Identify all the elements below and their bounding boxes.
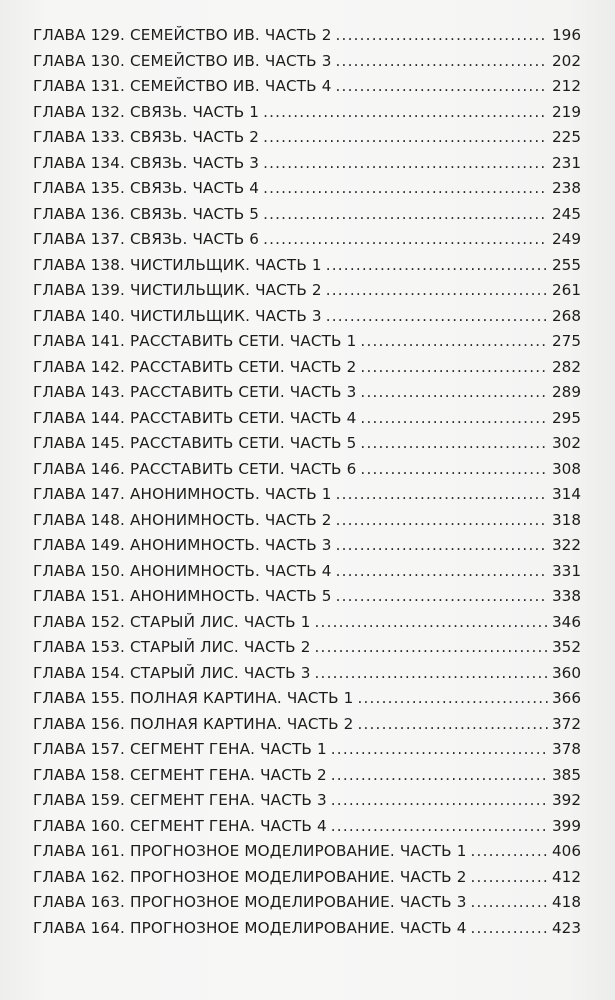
dot-leader bbox=[336, 508, 548, 534]
chapter-title: ГЛАВА 152. СТАРЫЙ ЛИС. ЧАСТЬ 1 bbox=[33, 612, 311, 631]
toc-entry bbox=[33, 49, 581, 75]
chapter-title: ГЛАВА 150. АНОНИМНОСТЬ. ЧАСТЬ 4 bbox=[33, 561, 332, 580]
toc-entry bbox=[33, 610, 581, 636]
chapter-title: ГЛАВА 148. АНОНИМНОСТЬ. ЧАСТЬ 2 bbox=[33, 510, 332, 529]
page-number: 289 bbox=[552, 383, 581, 401]
chapter-title: ГЛАВА 163. ПРОГНОЗНОЕ МОДЕЛИРОВАНИЕ. ЧАСТЬ 3 bbox=[33, 893, 467, 911]
chapter-title: ГЛАВА 130. СЕМЕЙСТВО ИВ. ЧАСТЬ 3 bbox=[33, 51, 332, 70]
dot-leader bbox=[471, 890, 548, 916]
chapter-title: ГЛАВА 132. СВЯЗЬ. ЧАСТЬ 1 bbox=[33, 102, 260, 121]
chapter-title: ГЛАВА 137. СВЯЗЬ. ЧАСТЬ 6 bbox=[33, 230, 260, 248]
dot-leader bbox=[326, 278, 548, 304]
dot-leader bbox=[263, 125, 548, 151]
page-number: 196 bbox=[552, 26, 581, 44]
chapter-title: ГЛАВА 138. ЧИСТИЛЬЩИК. ЧАСТЬ 1 bbox=[33, 255, 322, 274]
chapter-title: ГЛАВА 136. СВЯЗЬ. ЧАСТЬ 5 bbox=[33, 204, 260, 223]
toc-entry bbox=[33, 380, 581, 406]
dot-leader bbox=[331, 814, 548, 840]
page-number: 352 bbox=[552, 638, 581, 656]
page-number: 406 bbox=[552, 842, 581, 860]
chapter-title: ГЛАВА 140. ЧИСТИЛЬЩИК. ЧАСТЬ 3 bbox=[33, 306, 322, 325]
chapter-title: ГЛАВА 160. СЕГМЕНТ ГЕНА. ЧАСТЬ 4 bbox=[33, 816, 327, 835]
toc-entry bbox=[33, 278, 581, 304]
dot-leader bbox=[315, 661, 548, 687]
toc-entry bbox=[33, 151, 581, 177]
chapter-title: ГЛАВА 158. СЕГМЕНТ ГЕНА. ЧАСТЬ 2 bbox=[33, 765, 327, 784]
toc-entry bbox=[33, 763, 581, 789]
toc-entry bbox=[33, 457, 581, 483]
chapter-title: ГЛАВА 147. АНОНИМНОСТЬ. ЧАСТЬ 1 bbox=[33, 485, 332, 503]
page-number: 392 bbox=[552, 791, 581, 809]
toc-entry bbox=[33, 253, 581, 279]
dot-leader bbox=[336, 49, 548, 75]
page-number: 418 bbox=[552, 893, 581, 911]
toc-entry bbox=[33, 431, 581, 457]
toc-entry bbox=[33, 839, 581, 865]
chapter-title: ГЛАВА 145. РАССТАВИТЬ СЕТИ. ЧАСТЬ 5 bbox=[33, 434, 357, 452]
chapter-title: ГЛАВА 131. СЕМЕЙСТВО ИВ. ЧАСТЬ 4 bbox=[33, 77, 332, 95]
toc-entry bbox=[33, 686, 581, 712]
dot-leader bbox=[263, 100, 548, 126]
dot-leader bbox=[331, 737, 548, 763]
chapter-title: ГЛАВА 159. СЕГМЕНТ ГЕНА. ЧАСТЬ 3 bbox=[33, 791, 327, 809]
chapter-title: ГЛАВА 134. СВЯЗЬ. ЧАСТЬ 3 bbox=[33, 153, 260, 172]
page-number: 385 bbox=[552, 765, 581, 784]
toc-entry bbox=[33, 559, 581, 585]
page-number: 423 bbox=[552, 918, 581, 937]
page-number: 378 bbox=[552, 740, 581, 758]
chapter-title: ГЛАВА 153. СТАРЫЙ ЛИС. ЧАСТЬ 2 bbox=[33, 638, 311, 656]
dot-leader bbox=[360, 457, 548, 483]
toc-entry bbox=[33, 865, 581, 891]
dot-leader bbox=[360, 380, 548, 406]
table-of-contents bbox=[33, 23, 581, 941]
page-number: 322 bbox=[552, 536, 581, 554]
toc-entry bbox=[33, 584, 581, 610]
toc-entry bbox=[33, 814, 581, 840]
page-number: 255 bbox=[552, 255, 581, 274]
chapter-title: ГЛАВА 142. РАССТАВИТЬ СЕТИ. ЧАСТЬ 2 bbox=[33, 357, 357, 376]
dot-leader bbox=[315, 610, 548, 636]
chapter-title: ГЛАВА 143. РАССТАВИТЬ СЕТИ. ЧАСТЬ 3 bbox=[33, 383, 357, 401]
dot-leader bbox=[263, 176, 548, 202]
chapter-title: ГЛАВА 151. АНОНИМНОСТЬ. ЧАСТЬ 5 bbox=[33, 587, 332, 605]
page-number: 412 bbox=[552, 867, 581, 886]
page-number: 314 bbox=[552, 485, 581, 503]
toc-entry bbox=[33, 737, 581, 763]
chapter-title: ГЛАВА 156. ПОЛНАЯ КАРТИНА. ЧАСТЬ 2 bbox=[33, 714, 354, 733]
page-number: 282 bbox=[552, 357, 581, 376]
toc-entry bbox=[33, 508, 581, 534]
dot-leader bbox=[336, 482, 548, 508]
toc-entry bbox=[33, 355, 581, 381]
toc-entry bbox=[33, 890, 581, 916]
dot-leader bbox=[360, 431, 548, 457]
chapter-title: ГЛАВА 164. ПРОГНОЗНОЕ МОДЕЛИРОВАНИЕ. ЧАСТЬ 4 bbox=[33, 918, 467, 937]
page-number: 268 bbox=[552, 306, 581, 325]
page-number: 212 bbox=[552, 77, 581, 95]
page-number: 338 bbox=[552, 587, 581, 605]
toc-entry bbox=[33, 635, 581, 661]
page-number: 302 bbox=[552, 434, 581, 452]
dot-leader bbox=[360, 329, 548, 355]
toc-entry bbox=[33, 304, 581, 330]
chapter-title: ГЛАВА 141. РАССТАВИТЬ СЕТИ. ЧАСТЬ 1 bbox=[33, 332, 357, 350]
toc-entry bbox=[33, 788, 581, 814]
dot-leader bbox=[315, 635, 548, 661]
page-number: 399 bbox=[552, 816, 581, 835]
toc-entry bbox=[33, 916, 581, 942]
page-number: 261 bbox=[552, 281, 581, 299]
dot-leader bbox=[360, 406, 548, 432]
dot-leader bbox=[263, 202, 548, 228]
page-number: 308 bbox=[552, 459, 581, 478]
page-number: 318 bbox=[552, 510, 581, 529]
toc-entry bbox=[33, 227, 581, 253]
dot-leader bbox=[326, 304, 548, 330]
page-number: 245 bbox=[552, 204, 581, 223]
page-number: 366 bbox=[552, 689, 581, 707]
toc-entry bbox=[33, 125, 581, 151]
dot-leader bbox=[326, 253, 548, 279]
toc-entry bbox=[33, 202, 581, 228]
dot-leader bbox=[360, 355, 548, 381]
chapter-title: ГЛАВА 155. ПОЛНАЯ КАРТИНА. ЧАСТЬ 1 bbox=[33, 689, 354, 707]
dot-leader bbox=[471, 865, 548, 891]
dot-leader bbox=[471, 916, 548, 942]
toc-entry bbox=[33, 23, 581, 49]
dot-leader bbox=[263, 227, 548, 253]
page-number: 202 bbox=[552, 51, 581, 70]
page-number: 360 bbox=[552, 663, 581, 682]
page-number: 295 bbox=[552, 408, 581, 427]
page-number: 219 bbox=[552, 102, 581, 121]
dot-leader bbox=[336, 23, 548, 49]
chapter-title: ГЛАВА 139. ЧИСТИЛЬЩИК. ЧАСТЬ 2 bbox=[33, 281, 322, 299]
toc-entry bbox=[33, 482, 581, 508]
chapter-title: ГЛАВА 161. ПРОГНОЗНОЕ МОДЕЛИРОВАНИЕ. ЧАСТЬ 1 bbox=[33, 842, 467, 860]
toc-entry bbox=[33, 661, 581, 687]
page-number: 331 bbox=[552, 561, 581, 580]
chapter-title: ГЛАВА 162. ПРОГНОЗНОЕ МОДЕЛИРОВАНИЕ. ЧАСТЬ 2 bbox=[33, 867, 467, 886]
chapter-title: ГЛАВА 144. РАССТАВИТЬ СЕТИ. ЧАСТЬ 4 bbox=[33, 408, 357, 427]
chapter-title: ГЛАВА 133. СВЯЗЬ. ЧАСТЬ 2 bbox=[33, 128, 260, 146]
dot-leader bbox=[336, 559, 548, 585]
dot-leader bbox=[263, 151, 548, 177]
chapter-title: ГЛАВА 129. СЕМЕЙСТВО ИВ. ЧАСТЬ 2 bbox=[33, 26, 332, 44]
page-number: 249 bbox=[552, 230, 581, 248]
page-number: 231 bbox=[552, 153, 581, 172]
dot-leader bbox=[331, 788, 548, 814]
dot-leader bbox=[336, 584, 548, 610]
page-number: 225 bbox=[552, 128, 581, 146]
dot-leader bbox=[336, 74, 548, 100]
page-number: 238 bbox=[552, 179, 581, 197]
toc-entry bbox=[33, 712, 581, 738]
toc-entry bbox=[33, 533, 581, 559]
toc-entry bbox=[33, 100, 581, 126]
chapter-title: ГЛАВА 157. СЕГМЕНТ ГЕНА. ЧАСТЬ 1 bbox=[33, 740, 327, 758]
toc-entry bbox=[33, 74, 581, 100]
dot-leader bbox=[336, 533, 548, 559]
page-number: 275 bbox=[552, 332, 581, 350]
chapter-title: ГЛАВА 149. АНОНИМНОСТЬ. ЧАСТЬ 3 bbox=[33, 536, 332, 554]
page-number: 346 bbox=[552, 612, 581, 631]
chapter-title: ГЛАВА 146. РАССТАВИТЬ СЕТИ. ЧАСТЬ 6 bbox=[33, 459, 357, 478]
toc-entry bbox=[33, 176, 581, 202]
dot-leader bbox=[357, 686, 548, 712]
toc-entry bbox=[33, 329, 581, 355]
dot-leader bbox=[331, 763, 548, 789]
chapter-title: ГЛАВА 154. СТАРЫЙ ЛИС. ЧАСТЬ 3 bbox=[33, 663, 311, 682]
toc-entry bbox=[33, 406, 581, 432]
chapter-title: ГЛАВА 135. СВЯЗЬ. ЧАСТЬ 4 bbox=[33, 179, 260, 197]
page-number: 372 bbox=[552, 714, 581, 733]
dot-leader bbox=[471, 839, 548, 865]
dot-leader bbox=[357, 712, 548, 738]
